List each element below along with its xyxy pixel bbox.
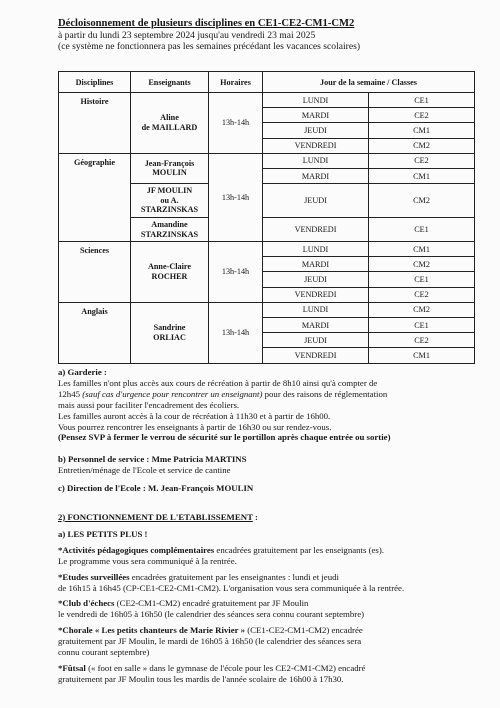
personnel-section [58, 454, 483, 476]
etudes-item [58, 572, 483, 594]
day-cell: JEUDI [263, 123, 369, 138]
hours-cell: 13h-14h [209, 242, 263, 303]
teacher-name-line: JF MOULIN [146, 186, 193, 196]
class-cell: CM2 [369, 138, 475, 153]
date-range: à partir du lundi 23 septembre 2024 jusqu'au vendredi 23 mai 2025 [58, 29, 316, 41]
class-cell: CE2 [369, 287, 475, 302]
class-cell: CE2 [369, 153, 475, 168]
etudes-label: *Etudes surveillées [58, 571, 130, 582]
garderie-line: Les familles n'ont plus accès aux cours de récréation à partir de 8h10 ainsi qu'à compter de [58, 377, 378, 388]
table-header-row [59, 72, 475, 93]
activites-text: encadrées gratuitement par les enseignants (es). [214, 544, 384, 555]
day-cell: VENDREDI [263, 287, 369, 302]
chorale-label: *Chorale « Les petits chanteurs de Marie Rivier » [58, 625, 245, 636]
class-cell: CE2 [369, 333, 475, 348]
garderie-line [58, 389, 483, 400]
day-cell: MARDI [263, 108, 369, 123]
echecs-item [58, 598, 483, 620]
discipline-cell: Géographie [59, 153, 131, 241]
day-cell: MARDI [263, 168, 369, 183]
echecs-text: (CE2-CM1-CM2) encadré gratuitement par JF Moulin [114, 598, 309, 609]
day-cell: LUNDI [263, 153, 369, 168]
chorale-item [58, 625, 483, 658]
garderie-heading: a) Garderie : [58, 367, 107, 377]
table-row [59, 302, 475, 317]
fonctionnement-title: 2) FONCTIONNEMENT DE L'ETABLISSEMENT [58, 512, 253, 522]
day-cell: MARDI [263, 318, 369, 333]
teacher-name-line: STARZINSKAS [140, 229, 199, 239]
garderie-line: Vous pourrez rencontrer les enseignants à partir de 16h30 ou sur rendez-vous. [58, 421, 332, 432]
garderie-italic-text: (sauf cas d'urgence pour rencontrer un enseignant) [82, 388, 263, 399]
discipline-cell: Sciences [59, 242, 131, 303]
teacher-cell [131, 153, 209, 183]
teacher-name-line: de MAILLARD [141, 122, 198, 132]
table-row [59, 153, 475, 168]
direction-heading: c) Direction de l'Ecole : M. Jean-François MOULIN [58, 483, 254, 493]
discipline-cell: Histoire [59, 93, 131, 154]
table-row [59, 93, 475, 108]
echecs-label: *Club d'échecs [58, 598, 115, 609]
teacher-name-line: Anne-Claire [147, 262, 192, 272]
day-cell: MARDI [263, 257, 369, 272]
class-cell: CM1 [369, 348, 475, 363]
activites-label: *Activités pédagogiques complémentaires [58, 544, 215, 555]
hours-cell: 13h-14h [209, 302, 263, 363]
day-cell: JEUDI [263, 333, 369, 348]
futsal-text: gratuitement par JF Moulin tous les mardis de l'année scolaire de 16h00 à 17h30. [58, 673, 344, 684]
day-cell: VENDREDI [263, 217, 369, 241]
garderie-line: Les familles auront accès à la cour de récréation à 11h30 et à partir de 16h00. [58, 410, 331, 421]
teacher-cell [131, 302, 209, 363]
teacher-name-line: ou A. STARZINSKAS [140, 195, 199, 215]
class-cell: CM1 [369, 168, 475, 183]
chorale-text: gratuitement par JF Moulin, le mardi de 16h05 à 16h50 (le calendrier des séances sera [58, 636, 362, 647]
garderie-section [58, 367, 483, 443]
class-cell: CE1 [369, 272, 475, 287]
day-cell: LUNDI [263, 93, 369, 108]
fonctionnement-section [58, 512, 483, 685]
class-cell: CM2 [369, 257, 475, 272]
personnel-heading: b) Personnel de service : Mme Patricia MARTINS [58, 454, 247, 464]
schedule-table [58, 71, 475, 364]
futsal-label: *Fûtsal [58, 662, 86, 673]
day-cell: JEUDI [263, 272, 369, 287]
teacher-cell [131, 93, 209, 154]
teacher-name-line: Jean-François [144, 158, 195, 168]
garderie-line: mais aussi pour faciliter l'encadrement des écoliers. [58, 399, 240, 410]
document-title: Décloisonnement de plusieurs disciplines en CE1-CE2-CM1-CM2 [58, 18, 355, 29]
day-cell: VENDREDI [263, 348, 369, 363]
day-cell: LUNDI [263, 242, 369, 257]
etudes-text: de 16h15 à 16h45 (CP-CE1-CE2-CM1-CM2). L'organisation vous sera communiquée à la rentrée. [58, 582, 405, 593]
day-cell: VENDREDI [263, 138, 369, 153]
teacher-name-line: MOULIN [152, 168, 187, 178]
hours-cell: 13h-14h [209, 153, 263, 241]
class-cell: CM1 [369, 242, 475, 257]
garderie-security-note: (Pensez SVP à fermer le verrou de sécurité sur le portillon après chaque entrée ou sortie) [58, 432, 391, 443]
teacher-name-line: Amandine [151, 219, 188, 229]
teacher-cell [131, 184, 209, 218]
activites-item [58, 545, 483, 567]
class-cell: CE1 [369, 318, 475, 333]
chorale-text: connu courant septembre) [58, 647, 150, 658]
petits-plus-heading: a) LES PETITS PLUS ! [58, 528, 148, 539]
fonctionnement-colon: : [252, 512, 258, 522]
class-cell: CM2 [369, 302, 475, 317]
fonctionnement-heading [58, 512, 483, 523]
day-cell: LUNDI [263, 302, 369, 317]
class-cell: CE1 [369, 217, 475, 241]
chorale-text: (CE1-CE2-CM1-CM2) encadrée [245, 625, 363, 636]
class-cell: CE2 [369, 108, 475, 123]
etudes-text: encadrées gratuitement par les enseignantes : lundi et jeudi [129, 571, 339, 582]
teacher-name-line: Aline [160, 113, 179, 123]
hours-cell: 13h-14h [209, 93, 263, 154]
futsal-text: (« foot en salle » dans le gymnase de l'école pour les CE2-CM1-CM2) encadré [85, 662, 366, 673]
echecs-text: le vendredi de 16h05 à 16h50 (le calendrier des séances sera connu courant septembre) [58, 609, 365, 620]
discipline-cell: Anglais [59, 302, 131, 363]
direction-section [58, 483, 483, 494]
garderie-text: pour des raisons de réglementation [262, 388, 388, 399]
class-cell: CM2 [369, 184, 475, 218]
document-header [58, 18, 478, 53]
teacher-name-line: ROCHER [151, 271, 188, 281]
day-cell: JEUDI [263, 184, 369, 218]
futsal-item [58, 663, 483, 685]
teacher-cell [131, 242, 209, 303]
activites-text: Le programme vous sera communiqué à la rentrée. [58, 555, 237, 566]
header-jour-classes: Jour de la semaine / Classes [263, 72, 475, 93]
teacher-name-line: Sandrine [153, 323, 186, 333]
header-disciplines: Disciplines [59, 72, 131, 93]
teacher-cell [131, 217, 209, 241]
header-enseignants: Enseignants [131, 72, 209, 93]
personnel-line: Entretien/ménage de l'Ecole et service de cantine [58, 464, 231, 475]
class-cell: CM1 [369, 123, 475, 138]
garderie-text: 12h45 [58, 388, 83, 399]
header-horaires: Horaires [209, 72, 263, 93]
teacher-name-line: ORLIAC [153, 332, 186, 342]
vacation-note: (ce système ne fonctionnera pas les semaines précédant les vacances scolaires) [58, 41, 361, 52]
table-row [59, 242, 475, 257]
class-cell: CE1 [369, 93, 475, 108]
